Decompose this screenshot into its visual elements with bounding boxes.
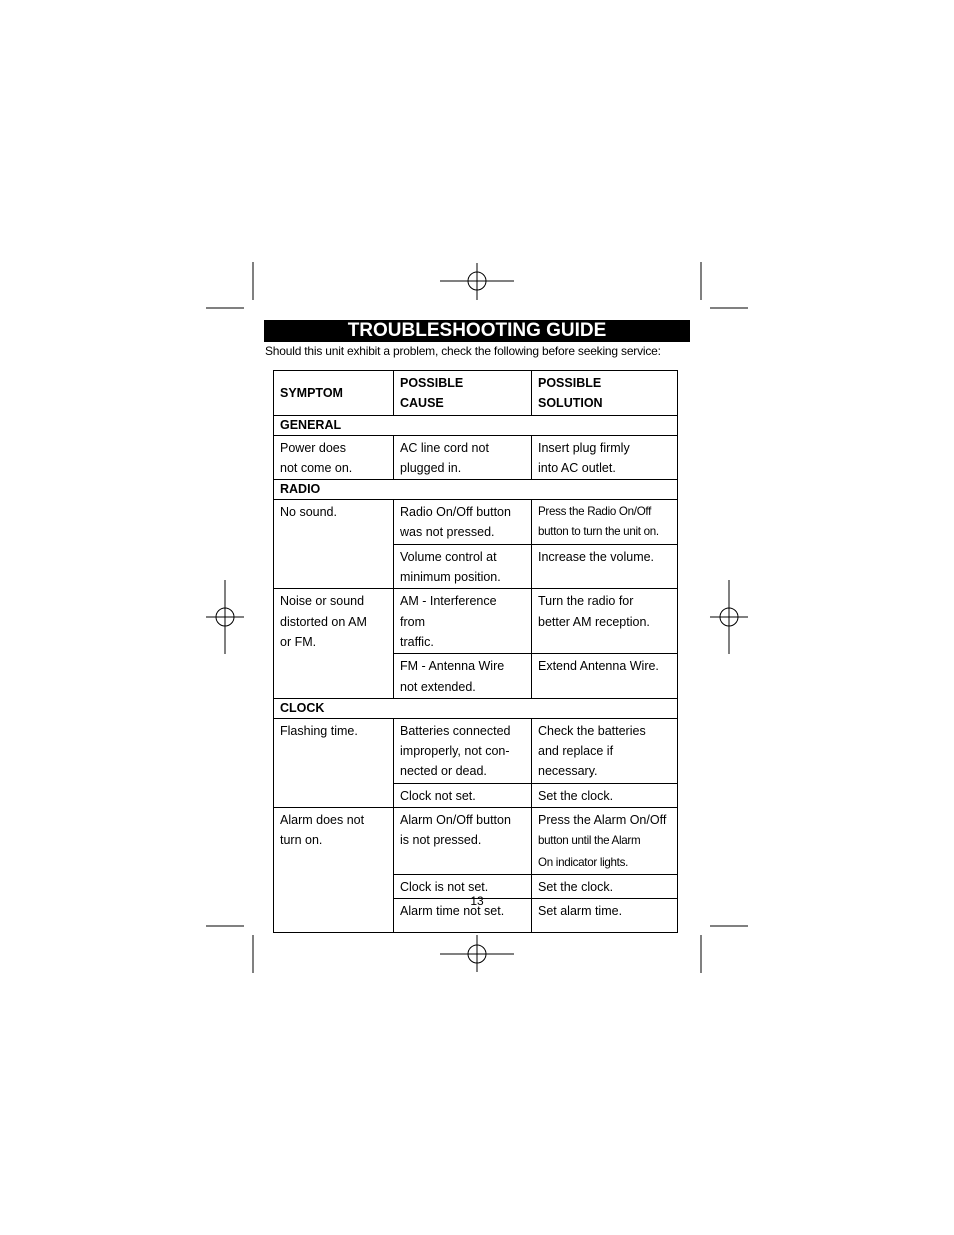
cause-cell: Clock not set. bbox=[394, 783, 532, 807]
solution-cell: Set the clock. bbox=[532, 874, 678, 898]
header-row bbox=[274, 371, 678, 416]
page-title: TROUBLESHOOTING GUIDE bbox=[264, 320, 690, 342]
cause-cell: Radio On/Off button was not pressed. bbox=[394, 500, 532, 545]
symptom-cell: Flashing time. bbox=[274, 718, 394, 807]
cause-cell: Batteries connected improperly, not con- nected or dead. bbox=[394, 718, 532, 783]
table-row bbox=[274, 500, 678, 545]
cause-cell: Alarm On/Off button is not pressed. bbox=[394, 808, 532, 875]
section-general: GENERAL bbox=[274, 415, 678, 435]
solution-cell: Increase the volume. bbox=[532, 544, 678, 589]
section-row bbox=[274, 698, 678, 718]
cause-cell: FM - Antenna Wire not extended. bbox=[394, 654, 532, 699]
section-clock: CLOCK bbox=[274, 698, 678, 718]
header-solution: POSSIBLE SOLUTION bbox=[532, 371, 678, 416]
symptom-cell: Alarm does not turn on. bbox=[274, 808, 394, 933]
intro-text: Should this unit exhibit a problem, check the following before seeking service: bbox=[265, 344, 661, 358]
solution-cell: Press the Radio On/Off button to turn the unit on. bbox=[532, 500, 678, 545]
table-row bbox=[274, 808, 678, 875]
table-row bbox=[274, 589, 678, 654]
table-row bbox=[274, 435, 678, 480]
symptom-cell: Power does not come on. bbox=[274, 435, 394, 480]
solution-cell: Turn the radio for better AM reception. bbox=[532, 589, 678, 654]
solution-cell: Extend Antenna Wire. bbox=[532, 654, 678, 699]
solution-cell: Set alarm time. bbox=[532, 899, 678, 933]
cause-cell: Alarm time not set. bbox=[394, 899, 532, 933]
section-row bbox=[274, 415, 678, 435]
header-symptom: SYMPTOM bbox=[274, 371, 394, 416]
table-row bbox=[274, 718, 678, 783]
solution-cell: Check the batteries and replace if necessary. bbox=[532, 718, 678, 783]
section-row bbox=[274, 480, 678, 500]
solution-cell: Set the clock. bbox=[532, 783, 678, 807]
section-radio: RADIO bbox=[274, 480, 678, 500]
cause-cell: Volume control at minimum position. bbox=[394, 544, 532, 589]
cause-cell: AC line cord not plugged in. bbox=[394, 435, 532, 480]
cause-cell: Clock is not set. bbox=[394, 874, 532, 898]
solution-cell: Insert plug firmly into AC outlet. bbox=[532, 435, 678, 480]
cause-cell: AM - Interference from traffic. bbox=[394, 589, 532, 654]
solution-cell: Press the Alarm On/Off button until the Alarm On indicator lights. bbox=[532, 808, 678, 875]
symptom-cell: Noise or sound distorted on AM or FM. bbox=[274, 589, 394, 698]
symptom-cell: No sound. bbox=[274, 500, 394, 589]
troubleshooting-table bbox=[273, 370, 678, 933]
page-number: 13 bbox=[470, 894, 484, 908]
header-cause: POSSIBLE CAUSE bbox=[394, 371, 532, 416]
